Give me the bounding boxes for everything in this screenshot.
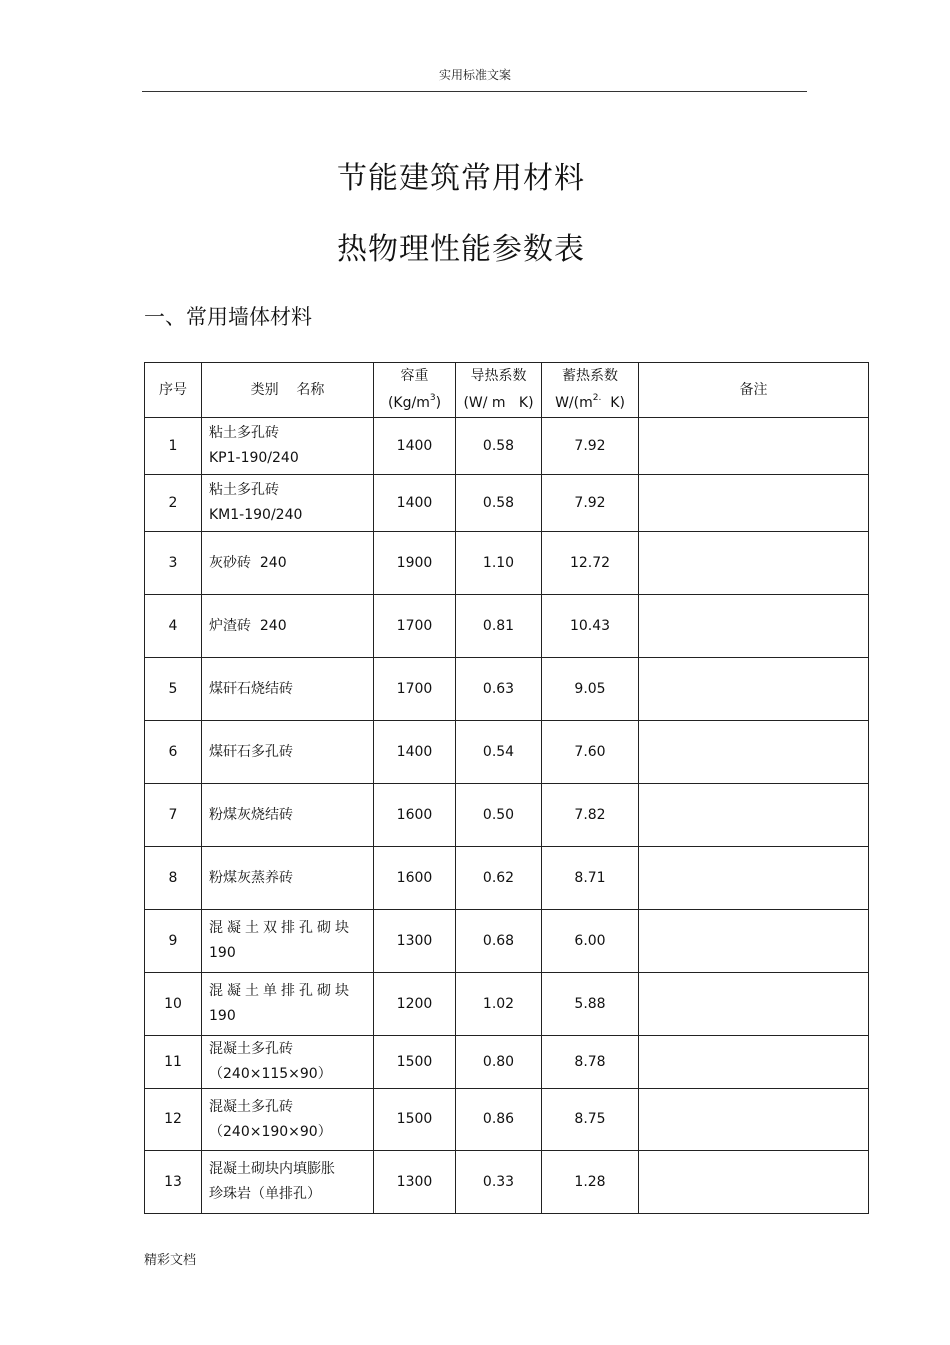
row-remark (639, 1089, 869, 1151)
document-title-line-2: 热物理性能参数表 (337, 232, 585, 267)
row-conductivity: 0.68 (456, 910, 542, 973)
table-row (145, 847, 869, 910)
row-conductivity: 0.33 (456, 1151, 542, 1214)
row-density: 1200 (374, 973, 456, 1036)
row-name-line-1: 混凝土单排孔砌块 (209, 983, 353, 999)
row-storage: 1.28 (542, 1151, 639, 1214)
row-density: 1300 (374, 1151, 456, 1214)
row-density: 1600 (374, 847, 456, 910)
row-material-name (202, 418, 374, 475)
row-index: 4 (145, 595, 202, 658)
row-storage: 7.60 (542, 721, 639, 784)
row-remark (639, 910, 869, 973)
row-name-line-2: （240×190×90） (209, 1123, 332, 1140)
table-row (145, 1036, 869, 1089)
row-name-line-1: 混凝土多孔砖 (209, 1041, 293, 1057)
row-remark (639, 475, 869, 532)
row-material-name (202, 1151, 374, 1214)
header-conductivity-unit: (W/ m K) (463, 395, 534, 411)
row-density: 1700 (374, 658, 456, 721)
row-remark (639, 532, 869, 595)
row-name-line-1: 煤矸石烧结砖 (209, 680, 293, 697)
row-name-line-1: 混凝土双排孔砌块 (209, 920, 353, 936)
row-index: 13 (145, 1151, 202, 1214)
row-density: 1400 (374, 721, 456, 784)
row-index: 7 (145, 784, 202, 847)
row-name-line-1: 粉煤灰蒸养砖 (209, 869, 293, 886)
row-storage: 7.82 (542, 784, 639, 847)
table-row (145, 658, 869, 721)
row-storage: 7.92 (542, 418, 639, 475)
materials-table (144, 362, 869, 1214)
header-rule (142, 91, 807, 92)
row-storage: 8.71 (542, 847, 639, 910)
row-name-line-2: （240×115×90） (209, 1066, 332, 1082)
table-row (145, 910, 869, 973)
page-footer: 精彩文档 (144, 1253, 197, 1268)
row-material-name (202, 910, 374, 973)
storage-unit-sup: 2. (592, 393, 602, 403)
row-material-name (202, 847, 374, 910)
row-index: 6 (145, 721, 202, 784)
row-remark (639, 658, 869, 721)
row-conductivity: 0.58 (456, 418, 542, 475)
row-remark (639, 418, 869, 475)
density-unit-sup: 3 (429, 393, 436, 403)
row-density: 1700 (374, 595, 456, 658)
header-conductivity (456, 363, 542, 418)
table-header-row (145, 363, 869, 418)
row-index: 9 (145, 910, 202, 973)
section-heading: 一、常用墙体材料 (144, 305, 312, 329)
row-conductivity: 1.10 (456, 532, 542, 595)
row-name-line-1: 混凝土砌块内填膨胀 (209, 1161, 335, 1177)
row-index: 10 (145, 973, 202, 1036)
row-conductivity: 0.62 (456, 847, 542, 910)
row-name-line-2: 珍珠岩（单排孔） (209, 1186, 321, 1202)
row-density: 1300 (374, 910, 456, 973)
row-storage: 12.72 (542, 532, 639, 595)
density-unit-text: (Kg/m (387, 395, 430, 411)
header-storage-label: 蓄热系数 (562, 368, 618, 384)
table-row (145, 418, 869, 475)
header-name-text: 类别 名称 (250, 381, 325, 398)
document-title-line-1: 节能建筑常用材料 (337, 161, 585, 196)
row-name-line-1: 粘土多孔砖 (209, 425, 279, 441)
row-material-name (202, 658, 374, 721)
row-index: 5 (145, 658, 202, 721)
row-remark (639, 847, 869, 910)
table-row (145, 1089, 869, 1151)
row-index: 8 (145, 847, 202, 910)
row-conductivity: 0.86 (456, 1089, 542, 1151)
header-index: 序号 (145, 363, 202, 418)
table-row (145, 532, 869, 595)
row-conductivity: 0.63 (456, 658, 542, 721)
row-remark (639, 784, 869, 847)
page-header: 实用标准文案 (438, 68, 511, 82)
row-index: 3 (145, 532, 202, 595)
row-material-name (202, 1089, 374, 1151)
row-conductivity: 0.50 (456, 784, 542, 847)
row-remark (639, 973, 869, 1036)
row-storage: 8.75 (542, 1089, 639, 1151)
row-name-line-1: 粉煤灰烧结砖 (209, 806, 293, 823)
header-density (374, 363, 456, 418)
row-material-name (202, 1036, 374, 1089)
row-density: 1600 (374, 784, 456, 847)
row-material-name (202, 973, 374, 1036)
row-name-line-1: 煤矸石多孔砖 (209, 743, 293, 760)
row-conductivity: 0.80 (456, 1036, 542, 1089)
row-density: 1900 (374, 532, 456, 595)
table-row (145, 784, 869, 847)
header-conductivity-label: 导热系数 (470, 368, 527, 384)
header-remark: 备注 (639, 363, 869, 418)
row-name-line-2: KM1-190/240 (209, 507, 303, 523)
row-remark (639, 721, 869, 784)
header-storage (542, 363, 639, 418)
row-name-line-2: 190 (209, 1008, 236, 1024)
row-conductivity: 0.81 (456, 595, 542, 658)
row-name-line-2: 190 (209, 945, 236, 961)
density-unit-end: ) (435, 395, 442, 411)
row-name-line-1: 粘土多孔砖 (209, 482, 279, 498)
row-index: 11 (145, 1036, 202, 1089)
row-storage: 9.05 (542, 658, 639, 721)
row-name-line-2: KP1-190/240 (209, 450, 299, 466)
row-density: 1500 (374, 1036, 456, 1089)
row-storage: 10.43 (542, 595, 639, 658)
table-row (145, 1151, 869, 1214)
header-name (202, 363, 374, 418)
row-name-line-1: 灰砂砖 240 (209, 554, 287, 571)
row-conductivity: 0.58 (456, 475, 542, 532)
storage-unit-end: K) (601, 395, 625, 411)
row-storage: 8.78 (542, 1036, 639, 1089)
row-index: 1 (145, 418, 202, 475)
row-index: 12 (145, 1089, 202, 1151)
row-material-name (202, 475, 374, 532)
row-material-name (202, 595, 374, 658)
table-row (145, 475, 869, 532)
table-row (145, 973, 869, 1036)
table-row (145, 595, 869, 658)
header-storage-unit (542, 390, 638, 417)
row-density: 1400 (374, 418, 456, 475)
row-storage: 5.88 (542, 973, 639, 1036)
table-row (145, 721, 869, 784)
row-name-line-1: 混凝土多孔砖 (209, 1098, 293, 1115)
row-storage: 6.00 (542, 910, 639, 973)
row-density: 1400 (374, 475, 456, 532)
row-storage: 7.92 (542, 475, 639, 532)
row-remark (639, 1151, 869, 1214)
header-density-label: 容重 (400, 368, 429, 384)
row-material-name (202, 721, 374, 784)
row-conductivity: 1.02 (456, 973, 542, 1036)
row-conductivity: 0.54 (456, 721, 542, 784)
row-remark (639, 595, 869, 658)
row-density: 1500 (374, 1089, 456, 1151)
row-material-name (202, 784, 374, 847)
header-density-unit (374, 390, 455, 417)
row-remark (639, 1036, 869, 1089)
row-index: 2 (145, 475, 202, 532)
row-material-name (202, 532, 374, 595)
storage-unit-text: W/(m (555, 395, 593, 411)
row-name-line-1: 炉渣砖 240 (209, 617, 287, 634)
